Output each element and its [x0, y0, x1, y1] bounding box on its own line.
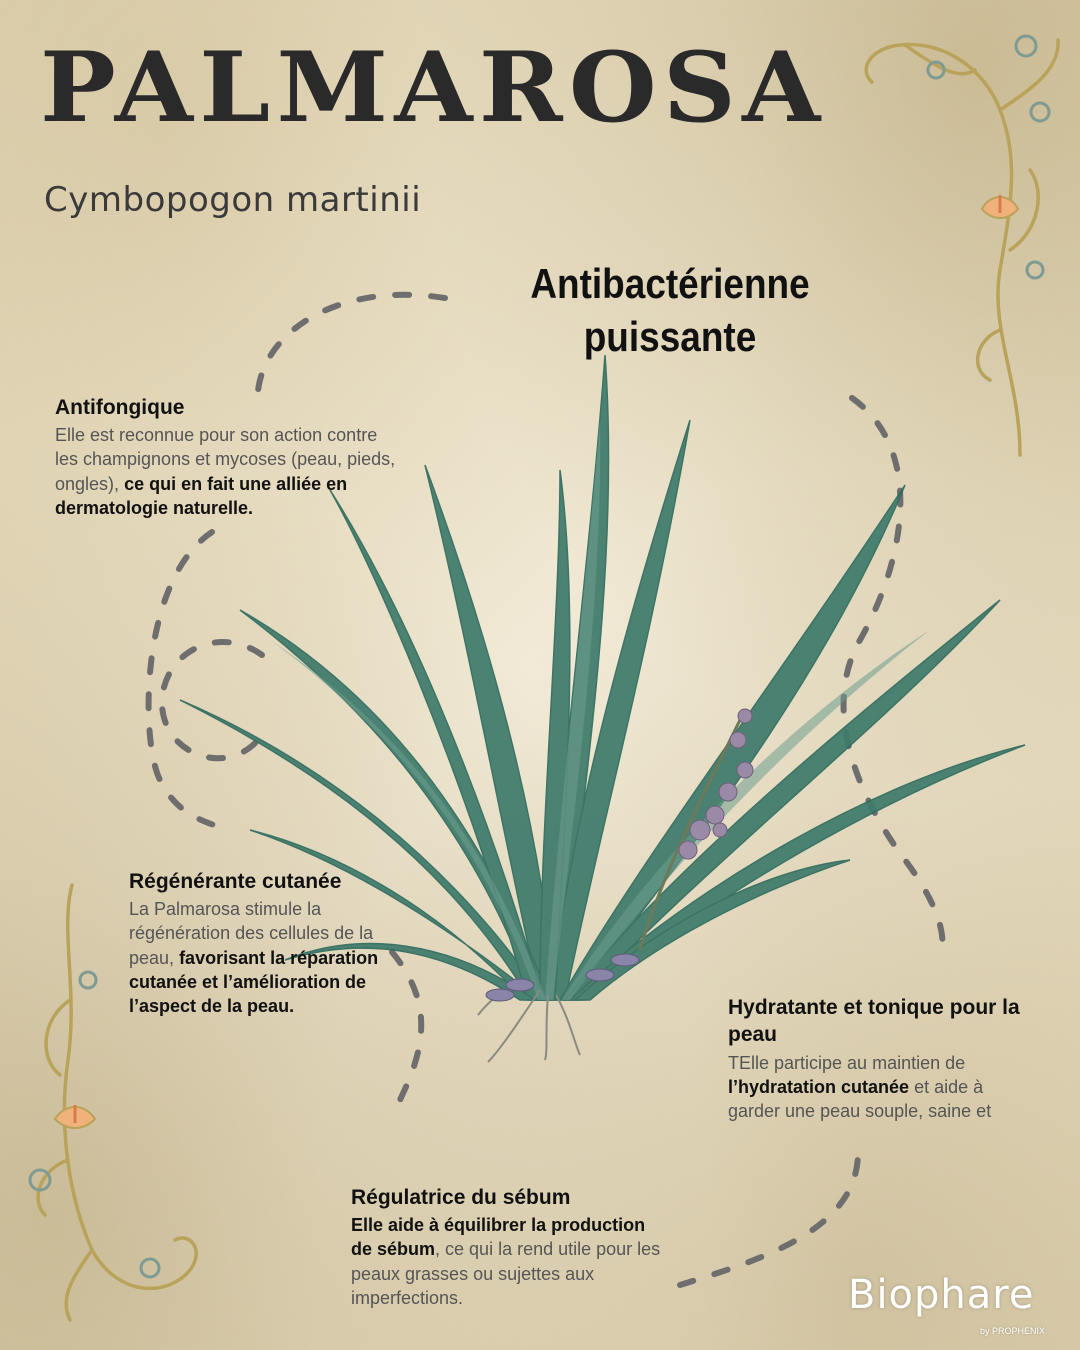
- block-text: TElle participe au maintien de l’hydratation cutanée et aide à garder une peau souple, saine et: [728, 1052, 992, 1121]
- block-heading: Hydratante et tonique pour la peau: [728, 996, 1020, 1047]
- block-antifongique: [55, 394, 405, 520]
- block-text: Elle est reconnue pour son action contre les champignons et mycoses (peau, pieds, ongles), ce qui en fait une alliée en dermatologie naturelle.: [55, 425, 396, 518]
- block-hydratante: [728, 994, 1028, 1123]
- headline: Antibactérienne puissante: [530, 260, 810, 360]
- block-heading: Antifongique: [55, 396, 185, 419]
- block-heading: Régénérante cutanée: [129, 870, 342, 893]
- block-sebum: [351, 1184, 671, 1310]
- brand-logo: Biophare: [848, 1272, 1035, 1318]
- block-heading: Régulatrice du sébum: [351, 1186, 571, 1209]
- botanical-name: Cymbopogon martinii: [44, 180, 422, 220]
- block-regenerante: [129, 868, 389, 1018]
- page-title: PALMAROSA: [40, 31, 827, 144]
- block-text: La Palmarosa stimule la régénération des cellules de la peau, favorisant la réparation cutanée et l’amélioration de l’aspect de la peau.: [129, 899, 379, 1016]
- brand-tagline: by PROPHENIX: [980, 1326, 1046, 1336]
- block-text: Elle aide à équilibrer la production de sébum, ce qui la rend utile pour les peaux grasses ou sujettes aux imperfections.: [351, 1215, 661, 1308]
